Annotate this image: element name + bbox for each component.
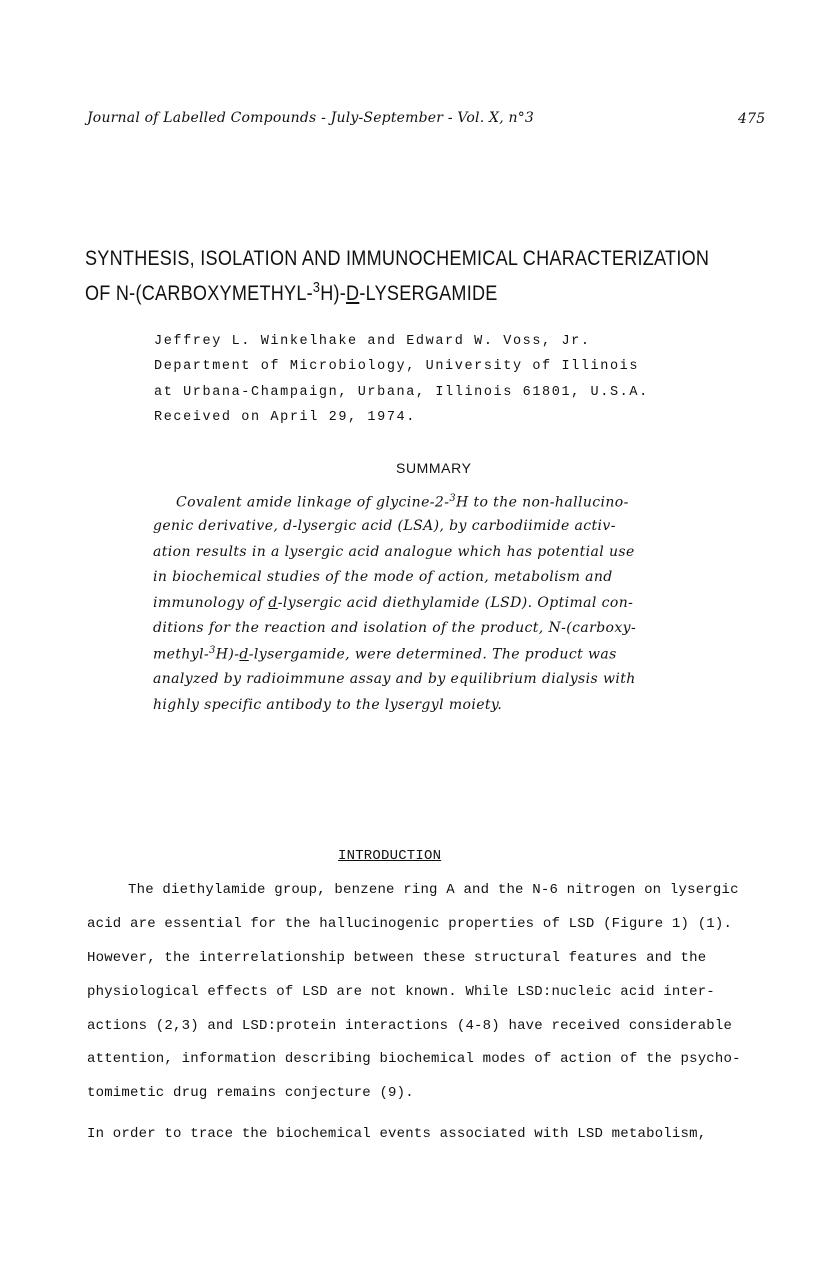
affiliation-line1: Department of Microbiology, University of Illinois (154, 359, 640, 374)
summary-text: -lysergamide, were determined. The product was (248, 646, 617, 663)
article-title-line2 (85, 280, 498, 306)
summary-line: highly specific antibody to the lysergyl moiety. (153, 697, 503, 713)
title-d-prefix: D (346, 282, 360, 305)
summary-text: H to the non-hallucino- (456, 494, 629, 511)
page-number: 475 (738, 111, 766, 127)
summary-d-prefix: d (239, 646, 249, 663)
introduction-heading: INTRODUCTION (338, 848, 442, 864)
journal-header: Journal of Labelled Compounds - July-September - Vol. X, n°3 (87, 110, 535, 126)
intro-line: However, the interrelationship between these structural features and the (87, 950, 707, 966)
summary-line: in biochemical studies of the mode of action, metabolism and (153, 569, 613, 585)
intro-line: physiological effects of LSD are not known. While LSD:nucleic acid inter- (87, 984, 715, 1000)
summary-line (153, 595, 633, 611)
intro-line: actions (2,3) and LSD:protein interactions (4-8) have received considerable (87, 1018, 733, 1034)
summary-line (176, 493, 629, 511)
summary-d-prefix: d (268, 595, 278, 611)
summary-text: H)- (215, 646, 240, 663)
received-date: Received on April 29, 1974. (154, 410, 416, 425)
summary-text: immunology of (153, 595, 269, 611)
intro-line: tomimetic drug remains conjecture (9). (87, 1085, 414, 1101)
summary-line: ation results in a lysergic acid analogue which has potential use (153, 544, 635, 560)
summary-heading: SUMMARY (396, 460, 472, 476)
summary-text: methyl- (153, 646, 210, 663)
summary-line: analyzed by radioimmune assay and by equilibrium dialysis with (153, 671, 636, 687)
title-superscript: 3 (312, 280, 321, 296)
summary-superscript: 3 (449, 493, 456, 504)
affiliation-line2: at Urbana-Champaign, Urbana, Illinois 61801, U.S.A. (154, 385, 649, 400)
title-part: H)- (320, 282, 347, 305)
intro-line: The diethylamide group, benzene ring A and the N-6 nitrogen on lysergic (128, 882, 739, 898)
intro-line: In order to trace the biochemical events associated with LSD metabolism, (87, 1126, 707, 1142)
summary-text: -lysergic acid diethylamide (LSD). Optimal con- (277, 595, 634, 611)
article-title-line1: SYNTHESIS, ISOLATION AND IMMUNOCHEMICAL CHARACTERIZATION (85, 247, 710, 270)
intro-line: attention, information describing biochemical modes of action of the psycho- (87, 1051, 741, 1067)
summary-line (153, 645, 617, 663)
summary-line: genic derivative, d-lysergic acid (LSA), by carbodiimide activ- (153, 518, 616, 534)
title-part: -LYSERGAMIDE (359, 282, 498, 305)
title-part: OF N-(CARBOXYMETHYL- (85, 282, 313, 305)
author-names: Jeffrey L. Winkelhake and Edward W. Voss, Jr. (154, 334, 591, 349)
summary-line: ditions for the reaction and isolation of the product, N-(carboxy- (153, 620, 637, 636)
intro-line: acid are essential for the hallucinogenic properties of LSD (Figure 1) (1). (87, 916, 733, 932)
summary-superscript: 3 (209, 645, 216, 656)
summary-text: Covalent amide linkage of glycine-2- (176, 494, 450, 511)
